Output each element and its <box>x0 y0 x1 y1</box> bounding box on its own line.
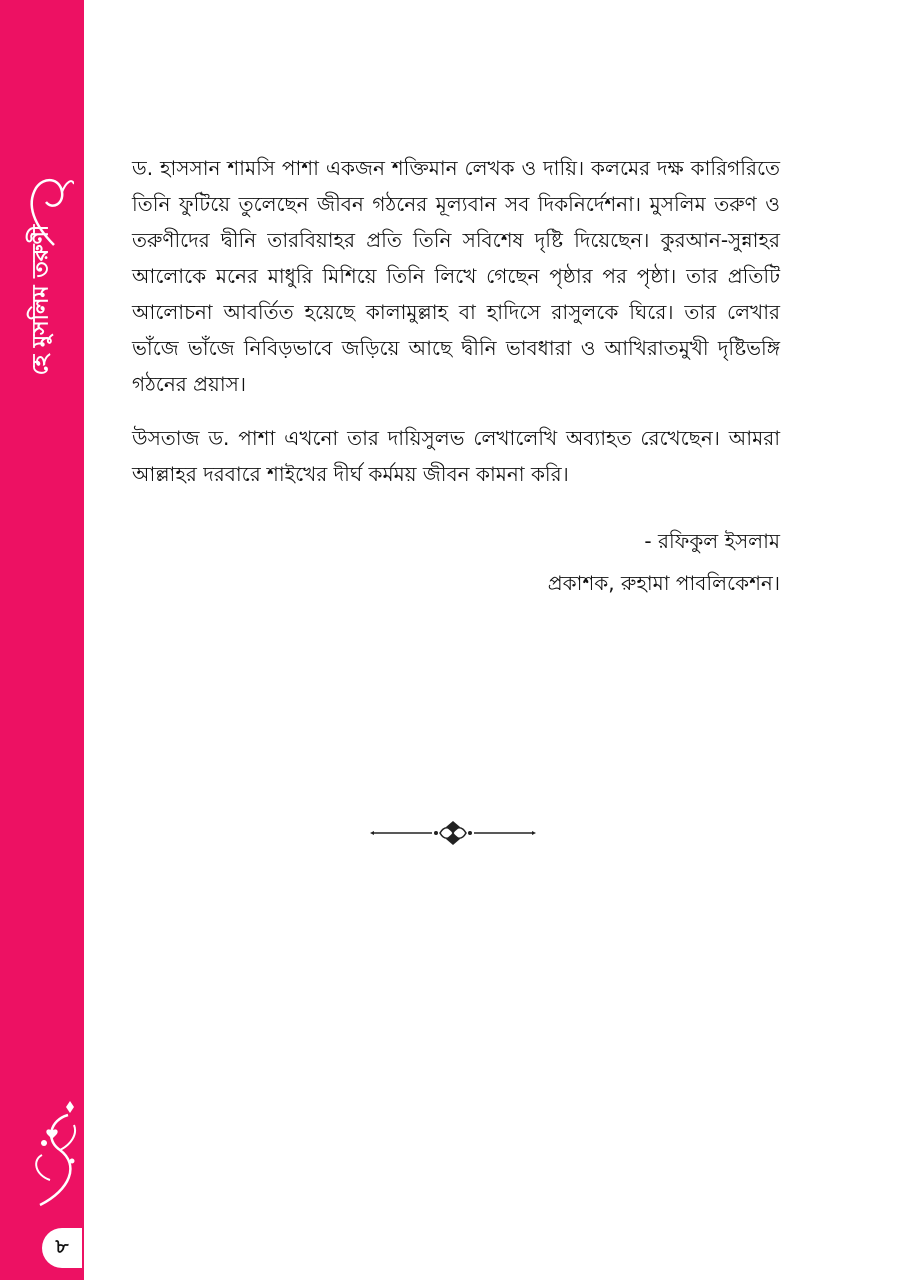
sidebar-band <box>0 0 84 1280</box>
signature-block <box>548 520 780 604</box>
floral-swirl-icon <box>30 1095 84 1215</box>
flourish-divider-icon <box>370 818 536 848</box>
paragraph: উসতাজ ড. পাশা এখনো তার দায়িসুলভ লেখালেখি অব্যাহত রেখেছেন। আমরা আল্লাহর দরবারে শাইখের দীর্ঘ কর্মময় জীবন কামনা করি। <box>132 426 780 486</box>
signature-name: - রফিকুল ইসলাম <box>644 529 780 553</box>
page-number: ৮ <box>42 1228 82 1268</box>
book-title-vertical: হে মুসলিম তরুণী <box>28 224 54 376</box>
paragraph: ড. হাসসান শামসি পাশা একজন শক্তিমান লেখক ও দায়ি। কলমের দক্ষ কারিগরিতে তিনি ফুটিয়ে তুলেছেন জীবন গঠনের মূল্যবান সব দিকনির্দেশনা। মুসলিম তরুণ ও তরুণীদের দ্বীনি তারবিয়াহর প্রতি তিনি সবিশেষ দৃষ্টি দিয়েছেন। কুরআন-সুন্নাহর আলোকে মনের মাধুরি মিশিয়ে তিনি লিখে গেছেন পৃষ্ঠার পর পৃষ্ঠা। তার প্রতিটি আলোচনা আবর্তিত হয়েছে কালামুল্লাহ বা হাদিসে রাসুলকে ঘিরে। তার লেখার ভাঁজে ভাঁজে নিবিড়ভাবে জড়িয়ে আছে দ্বীনি ভাবধারা ও আখিরাতমুখী দৃষ্টিভঙ্গি গঠনের প্রয়াস। <box>132 156 780 396</box>
signature-role: প্রকাশক, রুহামা পাবলিকেশন। <box>547 571 780 595</box>
body-text <box>132 150 780 510</box>
